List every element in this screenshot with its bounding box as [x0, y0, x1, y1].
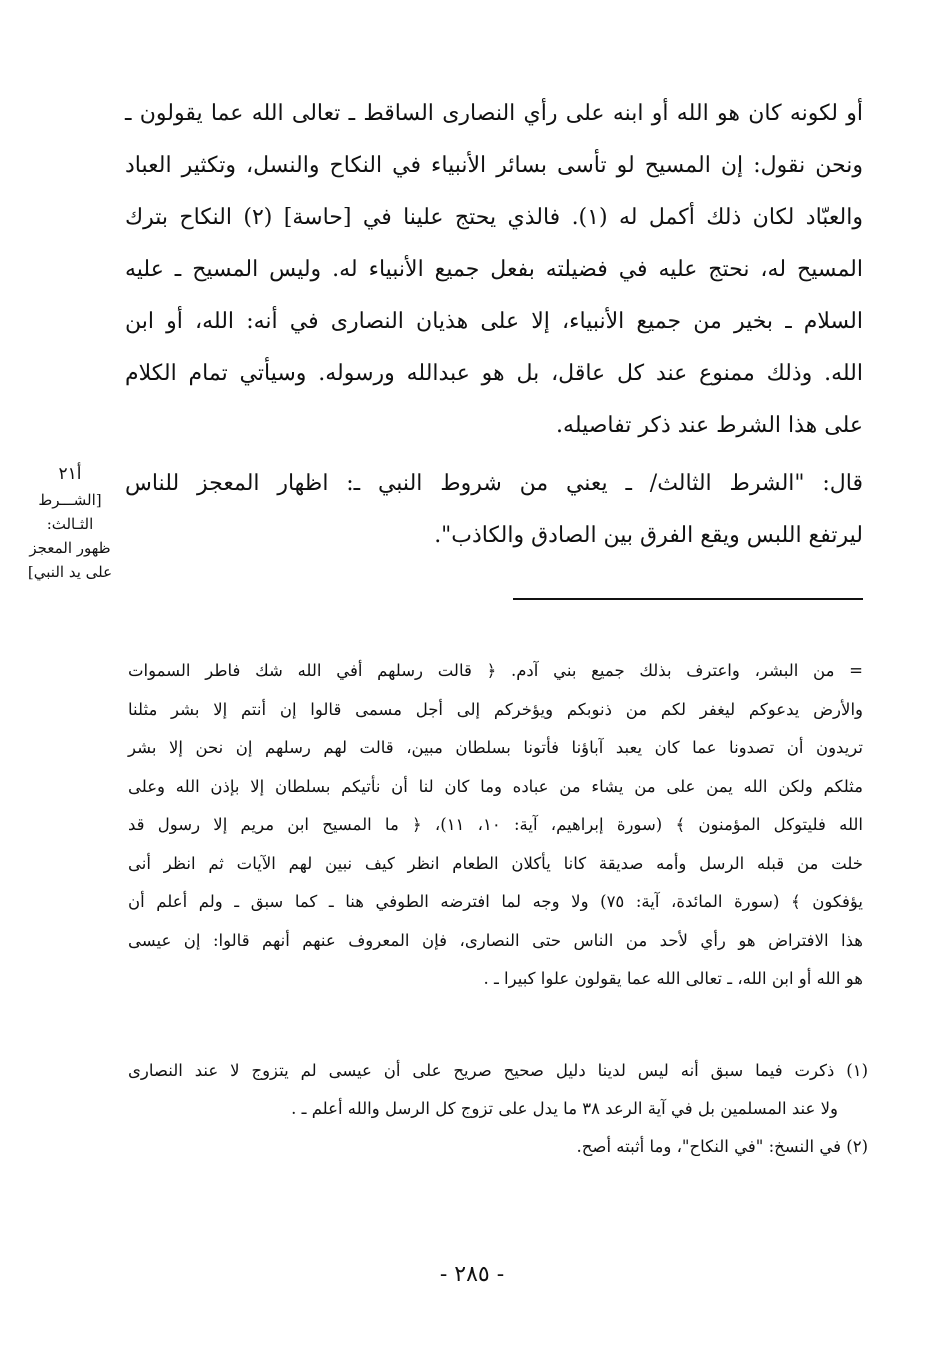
footnote-line: يؤفكون ﴾ (سورة المائدة، آية: ٧٥) ولا وجه لما افترضه الطوفي هنا ـ كما سبق ـ ولم أعلم أن [128, 892, 863, 911]
text-line: أو لكونه كان هو الله أو ابنه على رأي النصارى الساقط ـ تعالى الله عما يقولون ـ [125, 101, 863, 126]
footnotes [128, 1052, 868, 1166]
margin-note-line: على يد النبي] [27, 563, 113, 581]
footnote-line: تريدون أن تصدونا عما كان يعبد آباؤنا فأتونا بسلطان مبين، قالت لهم رسلهم إن نحن إلا بشر [128, 738, 863, 757]
margin-note-line: الثـالث: [46, 515, 94, 533]
footnote-line: هذا الافتراض هو رأي لأحد من الناس حتى النصارى، فإن المعروف عنهم أنهم قالوا: إن عيسى [128, 930, 863, 950]
text-line: السلام ـ بخير من جميع الأنبياء، إلا على هذيان النصارى في أنه: الله، أو ابن [125, 309, 863, 334]
text-line: المسيح له، نحتج عليه في فضيلته بفعل جميع الأنبياء له. وليس المسيح ـ عليه [125, 257, 863, 282]
text-line: ليرتفع اللبس ويقع الفرق بين الصادق والكاذب". [434, 523, 863, 548]
text-line: على هذا الشرط عند ذكر تفاصيله. [556, 413, 863, 438]
footnote-separator [513, 598, 863, 600]
footnote-line: الله فليتوكل المؤمنون ﴾ (سورة إبراهيم، آية: ١٠، ١١)، ﴿ ما المسيح ابن مريم إلا رسول قد [128, 815, 864, 834]
margin-note [20, 462, 120, 584]
body-paragraph [125, 88, 863, 452]
footnote-line: = من البشر، واعترف بذلك جميع بني آدم. ﴿ قالت رسلهم أفي الله شك فاطر السموات [128, 661, 863, 680]
text-line: الله. وذلك ممنوع عند كل عاقل، بل هو عبدالله ورسوله. وسيأتي تمام الكلام [125, 361, 863, 386]
footnote-line: مثلكم ولكن الله يمن على من يشاء من عباده وما كان لنا أن نأتيكم بسلطان إلا بإذن الله وعلى [128, 776, 863, 796]
footnote-line: هو الله أو ابن الله، ـ تعالى الله عما يقولون علوا كبيرا ـ . [483, 969, 863, 988]
footnote-line: خلت من قبله الرسل وأمه صديقة كانا يأكلان الطعام انظر كيف نبين لهم الآيات ثم انظر أنى [128, 853, 863, 873]
continued-footnote [128, 652, 863, 999]
page-number: - ٢٨٥ - [439, 1262, 505, 1287]
text-line: والعبّاد لكان ذلك أكمل له (١). فالذي يحتج علينا في [حاسة] (٢) النكاح بترك [125, 205, 863, 230]
text-line: قال: "الشرط الثالث/ ـ يعني من شروط النبي ـ: اظهار المعجز للناس [125, 471, 863, 496]
footnote-line: والأرض يدعوكم ليغفر لكم من ذنوبكم ويؤخركم إلى أجل مسمى قالوا إن أنتم إلا بشر مثلنا [128, 699, 863, 719]
quote-paragraph [125, 458, 863, 562]
margin-note-line: ظهور المعجز [29, 539, 111, 557]
text-line: ونحن نقول: إن المسيح لو تأسى بسائر الأنبياء في النكاح والنسل، وتكثير العباد [125, 153, 863, 178]
footnote-1-line: ولا عند المسلمين بل في آية الرعد ٣٨ ما يدل على تزوج كل الرسل والله أعلم ـ . [291, 1099, 838, 1118]
margin-note-line: [الشـــرط [38, 491, 102, 509]
main-text-block [125, 88, 863, 562]
footnote-1-line: (١) ذكرت فيما سبق أنه ليس لدينا دليل صحيح صريح على أن عيسى لم يتزوج لا عند النصارى [128, 1061, 868, 1080]
footnote-2: (٢) في النسخ: "في النكاح"، وما أثبته أصح. [576, 1137, 868, 1156]
manuscript-folio-number: أ٢١ [58, 464, 82, 484]
